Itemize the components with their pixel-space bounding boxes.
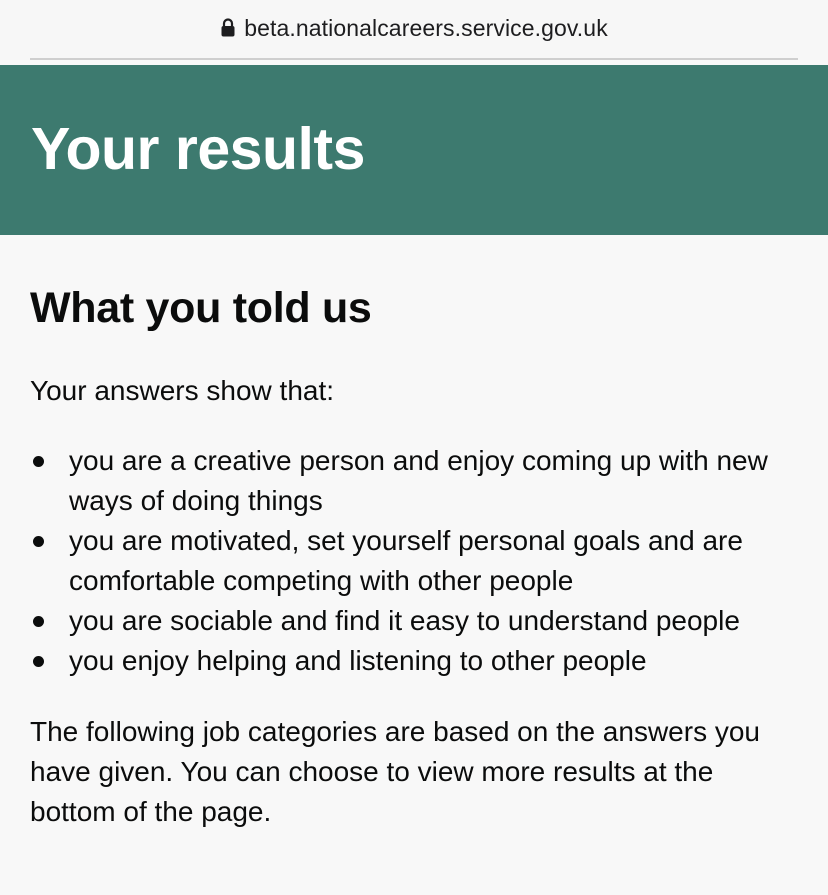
bullet-icon [33, 536, 44, 547]
intro-text: Your answers show that: [30, 375, 335, 406]
bullet-icon [33, 456, 44, 467]
url-text[interactable]: beta.nationalcareers.service.gov.uk [244, 14, 608, 41]
page-header-banner [0, 65, 828, 235]
results-explanation: The following job categories are based on the answers you have given. You can choose to view more results at the bottom of the page. [30, 716, 760, 827]
list-item [30, 601, 798, 641]
list-item [30, 441, 798, 521]
traits-list [30, 441, 798, 681]
browser-address-bar[interactable] [0, 0, 828, 60]
section-heading: What you told us [30, 284, 372, 332]
address-bar-divider [30, 58, 798, 60]
page-title: Your results [31, 115, 365, 182]
list-item [30, 521, 798, 601]
trait-text: you enjoy helping and listening to other people [69, 645, 647, 676]
trait-text: you are motivated, set yourself personal goals and are comfortable competing with other people [69, 525, 743, 596]
main-content [0, 282, 828, 832]
trait-text: you are sociable and find it easy to understand people [69, 605, 740, 636]
lock-icon [220, 18, 236, 38]
bullet-icon [33, 616, 44, 627]
trait-text: you are a creative person and enjoy coming up with new ways of doing things [69, 445, 768, 516]
url-container[interactable] [220, 15, 608, 42]
bullet-icon [33, 656, 44, 667]
list-item [30, 641, 798, 681]
